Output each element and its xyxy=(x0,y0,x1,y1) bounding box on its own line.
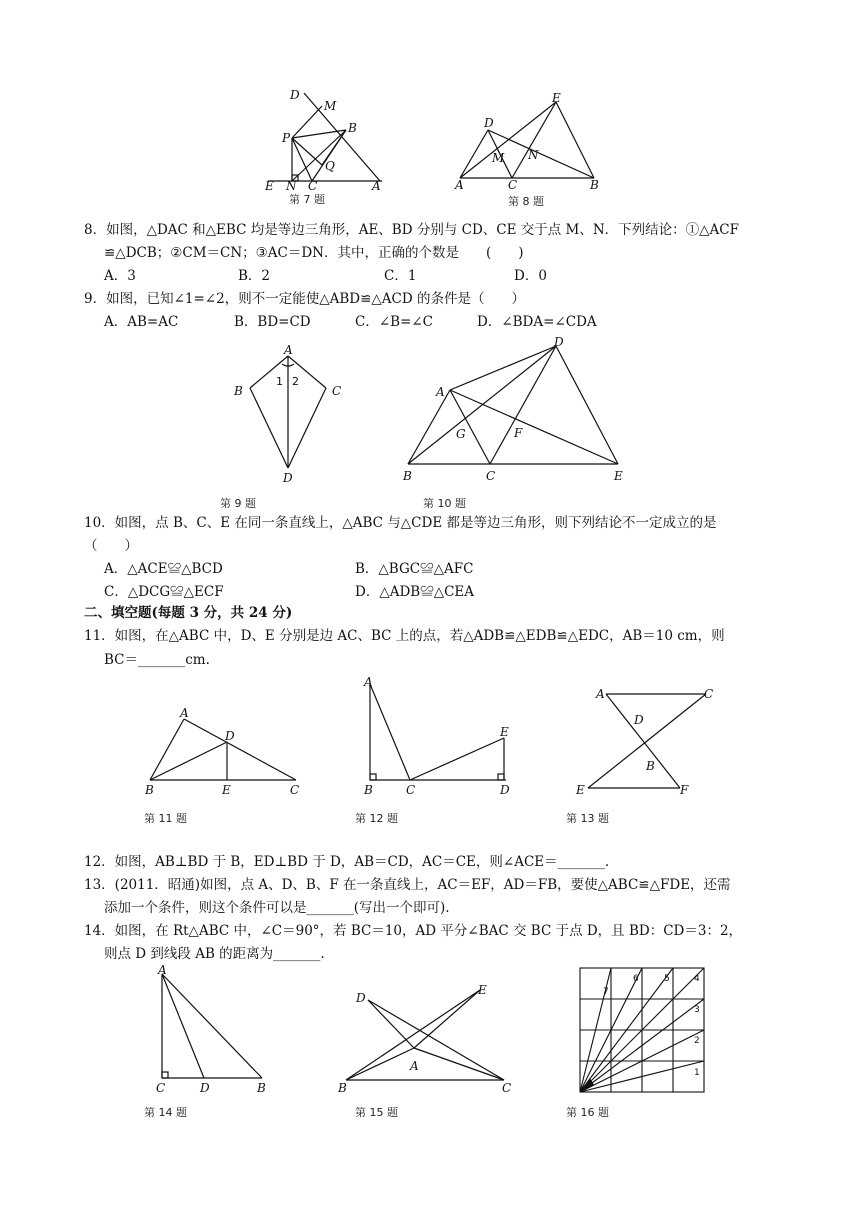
fig12-label-E: E xyxy=(500,725,509,739)
fig12-label-D: D xyxy=(500,783,510,797)
question-9-option-c: C．∠B=∠C xyxy=(355,314,434,330)
figure-8 xyxy=(452,92,612,192)
figure-7-caption: 第 7 题 xyxy=(289,193,325,206)
fig11-label-D: D xyxy=(225,729,235,743)
figure-7 xyxy=(262,86,402,196)
fig15-label-E: E xyxy=(478,983,487,997)
fig8-label-A: A xyxy=(455,178,464,192)
question-8-line-1: 8．如图，△DAC 和△EBC 均是等边三角形，AE、BD 分别与 CD、CE 交于点 M、N．下列结论：①△ACF xyxy=(84,222,740,238)
figure-15 xyxy=(332,982,522,1094)
figure-16-diagram xyxy=(576,964,708,1096)
question-9-option-d: D．∠BDA=∠CDA xyxy=(477,314,597,330)
fig7-label-A: A xyxy=(372,179,381,193)
question-8-option-c: C．1 xyxy=(384,268,417,284)
fig10-label-G: G xyxy=(456,427,466,441)
question-14-line-2: 则点 D 到线段 AB 的距离为_______. xyxy=(104,946,325,962)
fig12-label-A: A xyxy=(364,675,373,689)
figure-15-diagram xyxy=(332,982,522,1094)
figure-9 xyxy=(226,340,356,488)
fig13-label-E: E xyxy=(576,783,585,797)
fig8-label-D: D xyxy=(484,116,494,130)
fig7-label-Q: Q xyxy=(325,159,335,173)
question-8-line-2: ≌△DCB；②CM＝CN；③AC＝DN．其中，正确的个数是 ( ) xyxy=(104,245,524,261)
fig15-label-A: A xyxy=(410,1059,419,1073)
fig11-label-E: E xyxy=(222,783,231,797)
figure-16 xyxy=(576,964,708,1096)
fig16-label-4: 4 xyxy=(694,974,700,984)
question-8-option-d: D．0 xyxy=(514,268,547,284)
figure-9-diagram xyxy=(226,340,356,488)
fig7-label-D: D xyxy=(290,88,300,102)
figure-13-caption: 第 13 题 xyxy=(566,812,609,825)
fig7-label-C: C xyxy=(308,179,318,193)
fig9-label-C: C xyxy=(332,384,342,398)
fig13-label-F: F xyxy=(680,783,689,797)
fig15-label-B: B xyxy=(338,1081,347,1095)
figure-15-caption: 第 15 题 xyxy=(355,1106,398,1119)
figure-8-caption: 第 8 题 xyxy=(508,195,544,208)
figure-11-diagram xyxy=(140,702,310,800)
fig7-label-M: M xyxy=(324,99,337,113)
question-13-line-1: 13．(2011．昭通)如图，点 A、D、B、F 在一条直线上，AC＝EF，AD＝FB，要使△ABC≌△FDE，还需 xyxy=(84,877,731,893)
fig10-label-C: C xyxy=(486,469,496,483)
fig15-label-D: D xyxy=(356,991,366,1005)
fig16-label-5: 5 xyxy=(664,974,670,984)
fig8-label-M: M xyxy=(492,151,505,165)
figure-10-caption: 第 10 题 xyxy=(423,497,466,510)
fig10-label-B: B xyxy=(403,469,412,483)
fig10-label-F: F xyxy=(514,426,523,440)
fig13-label-A: A xyxy=(596,687,605,701)
fig9-label-B: B xyxy=(234,384,243,398)
fig16-label-6: 6 xyxy=(633,974,639,984)
fig7-label-E: E xyxy=(265,179,274,193)
figure-12-caption: 第 12 题 xyxy=(355,812,398,825)
figure-10 xyxy=(398,334,648,490)
fig10-label-A: A xyxy=(436,385,445,399)
question-13-line-2: 添加一个条件，则这个条件可以是_______(写出一个即可). xyxy=(104,900,450,916)
fig8-label-E: E xyxy=(552,91,561,105)
fig7-label-B: B xyxy=(348,121,357,135)
fig8-label-C: C xyxy=(508,178,518,192)
question-9-option-a: A．AB=AC xyxy=(104,314,179,330)
fig16-label-1: 1 xyxy=(694,1068,700,1078)
fig11-label-A: A xyxy=(180,706,189,720)
figure-16-caption: 第 16 题 xyxy=(566,1106,609,1119)
figure-11-caption: 第 11 题 xyxy=(144,812,187,825)
fig8-label-B: B xyxy=(590,178,599,192)
fig9-label-D: D xyxy=(283,471,293,485)
question-9-line-1: 9．如图，已知∠1=∠2，则不一定能使△ABD≌△ACD 的条件是（ ） xyxy=(84,291,525,307)
figure-14-diagram xyxy=(150,963,280,1096)
figure-13-diagram xyxy=(572,684,722,800)
fig9-label-A: A xyxy=(284,343,293,357)
question-10-option-c: C．△DCG≌△ECF xyxy=(104,584,224,600)
question-9-option-b: B．BD=CD xyxy=(234,314,311,330)
fig15-label-C: C xyxy=(502,1081,512,1095)
fig12-label-C: C xyxy=(406,783,416,797)
question-8-option-b: B．2 xyxy=(238,268,271,284)
figure-7-diagram xyxy=(262,86,402,196)
figure-9-caption: 第 9 题 xyxy=(220,497,256,510)
figure-13 xyxy=(572,684,722,800)
question-11-line-1: 11．如图，在△ABC 中，D、E 分别是边 AC、BC 上的点，若△ADB≌△EDB≌△EDC，AB＝10 cm，则 xyxy=(84,628,725,644)
fig13-label-C: C xyxy=(704,687,714,701)
fig7-label-N: N xyxy=(286,179,297,193)
fig13-label-D: D xyxy=(634,713,644,727)
fig16-label-3: 3 xyxy=(694,1005,700,1015)
fig11-label-B: B xyxy=(145,783,154,797)
question-14-line-1: 14．如图，在 Rt△ABC 中，∠C＝90°，若 BC＝10，AD 平分∠BAC 交 BC 于点 D，且 BD：CD＝3：2， xyxy=(84,923,743,939)
fig13-label-B: B xyxy=(646,759,655,773)
fig14-label-C: C xyxy=(156,1081,166,1095)
question-10-option-b: B．△BGC≌△AFC xyxy=(355,561,474,577)
fig16-label-7: 7 xyxy=(603,987,609,997)
figure-11 xyxy=(140,702,310,800)
question-10-line-1: 10．如图，点 B、C、E 在同一条直线上，△ABC 与△CDE 都是等边三角形，则下列结论不一定成立的是 xyxy=(84,515,717,531)
question-11-line-2: BC＝_______cm. xyxy=(104,652,210,668)
fig8-label-N: N xyxy=(528,148,539,162)
fig11-label-C: C xyxy=(290,783,300,797)
question-8-option-a: A．3 xyxy=(104,268,136,284)
fig16-label-2: 2 xyxy=(694,1036,700,1046)
figure-10-diagram xyxy=(398,334,648,490)
question-10-line-2: （ ） xyxy=(84,538,138,554)
fig9-label-2: 2 xyxy=(292,375,299,388)
section-2-heading: 二、填空题(每题 3 分，共 24 分) xyxy=(84,605,293,621)
fig9-label-1: 1 xyxy=(276,375,283,388)
fig14-label-B: B xyxy=(257,1081,266,1095)
figure-12-diagram xyxy=(360,676,520,800)
figure-14 xyxy=(150,963,280,1096)
figure-8-diagram xyxy=(452,92,612,192)
question-10-option-a: A．△ACE≌△BCD xyxy=(104,561,223,577)
fig12-label-B: B xyxy=(364,783,373,797)
fig14-label-D: D xyxy=(200,1081,210,1095)
fig14-label-A: A xyxy=(158,963,167,977)
figure-14-caption: 第 14 题 xyxy=(144,1106,187,1119)
question-12-line-1: 12．如图，AB⊥BD 于 B，ED⊥BD 于 D，AB＝CD，AC＝CE，则∠ACE＝_______. xyxy=(84,854,610,870)
question-10-option-d: D．△ADB≌△CEA xyxy=(355,584,475,600)
fig10-label-D: D xyxy=(554,335,564,349)
figure-12 xyxy=(360,676,520,800)
fig10-label-E: E xyxy=(614,469,623,483)
fig7-label-P: P xyxy=(282,131,291,145)
